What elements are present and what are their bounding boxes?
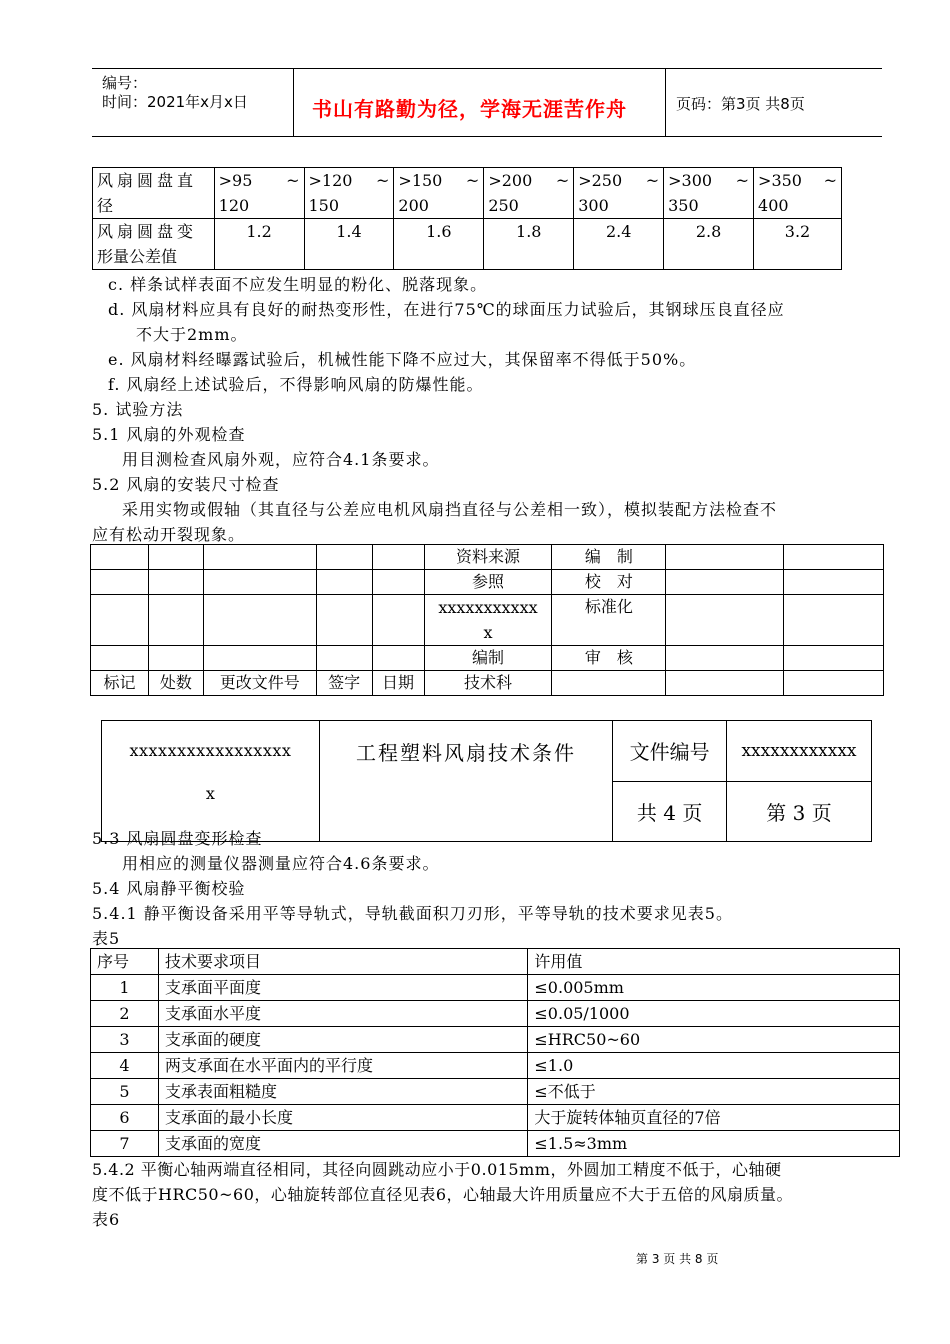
range-tilde: ~ bbox=[376, 171, 390, 190]
reference-label: 参照 bbox=[424, 570, 552, 595]
row-item: 支承表面粗糙度 bbox=[158, 1079, 527, 1105]
count-label: 处数 bbox=[148, 671, 203, 696]
tolerance-value: 1.2 bbox=[214, 219, 304, 270]
tolerance-value: 1.4 bbox=[304, 219, 394, 270]
revision-table bbox=[90, 544, 884, 696]
row-no: 3 bbox=[91, 1027, 159, 1053]
col-header-no: 序号 bbox=[91, 949, 159, 975]
range-from: >150 bbox=[398, 171, 443, 190]
range-from: >200 bbox=[488, 171, 533, 190]
header-number-label: 编号： bbox=[102, 74, 148, 92]
range-from: >95 bbox=[218, 171, 253, 190]
diameter-header bbox=[93, 168, 215, 219]
reference-code-line1: xxxxxxxxxxx bbox=[438, 598, 538, 617]
range-from: >120 bbox=[308, 171, 353, 190]
section-5-2-text-line1: 采用实物或假轴（其直径与公差应电机风扇挡直径与公差相一致），模拟装配方法检查不 bbox=[122, 500, 778, 519]
row-item: 支承面的宽度 bbox=[158, 1131, 527, 1157]
compile-label: 编制 bbox=[424, 646, 552, 671]
range-to: 150 bbox=[308, 196, 340, 215]
row-no: 4 bbox=[91, 1053, 159, 1079]
tolerance-row bbox=[93, 219, 842, 270]
tolerance-header-line2: 形量公差值 bbox=[97, 247, 178, 266]
diameter-header-line2: 径 bbox=[97, 196, 114, 215]
title-block-code-line2: x bbox=[205, 784, 215, 803]
row-no: 1 bbox=[91, 975, 159, 1001]
tolerance-header-line1: 风扇圆盘变 bbox=[97, 222, 198, 241]
range-cell bbox=[754, 168, 842, 219]
range-tilde: ~ bbox=[286, 171, 300, 190]
table-header-row bbox=[91, 949, 900, 975]
row-item: 两支承面在水平面内的平行度 bbox=[158, 1053, 527, 1079]
range-to: 120 bbox=[218, 196, 250, 215]
header-divider-right bbox=[665, 69, 666, 136]
range-to: 350 bbox=[668, 196, 699, 215]
range-to: 400 bbox=[758, 196, 789, 215]
range-cell bbox=[214, 168, 304, 219]
section-5-4-2-line2: 度不低于HRC50~60，心轴旋转部位直径见表6，心轴最大许用质量应不大于五倍的风扇质量。 bbox=[92, 1185, 794, 1204]
change-doc-label: 更改文件号 bbox=[203, 671, 316, 696]
tech-dept-label: 技术科 bbox=[424, 671, 552, 696]
range-cell bbox=[484, 168, 574, 219]
section-5-2-text-line2: 应有松动开裂现象。 bbox=[92, 525, 246, 544]
source-label: 资料来源 bbox=[424, 545, 552, 570]
doc-number-label: 文件编号 bbox=[613, 721, 727, 782]
current-page: 第 3 页 bbox=[727, 781, 872, 842]
reference-code bbox=[424, 595, 552, 646]
header-motto: 书山有路勤为径，学海无涯苦作舟 bbox=[312, 97, 627, 121]
table6-caption: 表6 bbox=[92, 1210, 121, 1229]
doc-number-value: xxxxxxxxxxxx bbox=[727, 721, 872, 782]
title-block-code bbox=[102, 721, 320, 842]
header-top-rule bbox=[92, 68, 882, 69]
section-5-1-text: 用目测检查风扇外观，应符合4.1条要求。 bbox=[122, 450, 440, 469]
col-header-value: 许用值 bbox=[528, 949, 900, 975]
table-row bbox=[91, 975, 900, 1001]
row-value: ≤1.5≈3mm bbox=[528, 1131, 900, 1157]
tolerance-value: 3.2 bbox=[754, 219, 842, 270]
row-value: ≤0.05/1000 bbox=[528, 1001, 900, 1027]
item-c: c. 样条试样表面不应发生明显的粉化、脱落现象。 bbox=[108, 275, 488, 294]
tolerance-value: 1.8 bbox=[484, 219, 574, 270]
footer-page-number: 第 3 页 共 8 页 bbox=[636, 1252, 719, 1266]
range-to: 200 bbox=[398, 196, 429, 215]
range-to: 250 bbox=[488, 196, 519, 215]
section-5-heading: 5. 试验方法 bbox=[92, 400, 184, 419]
diameter-header-line1: 风扇圆盘直 bbox=[97, 171, 198, 190]
section-5-3-text: 用相应的测量仪器测量应符合4.6条要求。 bbox=[122, 854, 440, 873]
section-5-3-heading: 5.3 风扇圆盘变形检查 bbox=[92, 829, 263, 848]
table-row bbox=[91, 1027, 900, 1053]
row-item: 支承面水平度 bbox=[158, 1001, 527, 1027]
item-f: f. 风扇经上述试验后，不得影响风扇的防爆性能。 bbox=[108, 375, 484, 394]
row-value: 大于旋转体轴页直径的7倍 bbox=[528, 1105, 900, 1131]
item-e: e. 风扇材料经曝露试验后，机械性能下降不应过大，其保留率不得低于50%。 bbox=[108, 350, 697, 369]
header-page-label: 页码：第3页 共8页 bbox=[676, 95, 805, 113]
row-value: ≤HRC50~60 bbox=[528, 1027, 900, 1053]
total-pages: 共 4 页 bbox=[613, 781, 727, 842]
standardization-label: 标准化 bbox=[552, 595, 666, 646]
date-label: 日期 bbox=[372, 671, 424, 696]
review-label: 审 核 bbox=[552, 646, 666, 671]
range-cell bbox=[304, 168, 394, 219]
section-5-4-heading: 5.4 风扇静平衡校验 bbox=[92, 879, 246, 898]
item-d-line1: d. 风扇材料应具有良好的耐热变形性，在进行75℃的球面压力试验后，其钢球压良直径应 bbox=[108, 300, 785, 319]
range-tilde: ~ bbox=[555, 171, 570, 190]
row-value: ≤0.005mm bbox=[528, 975, 900, 1001]
range-to: 300 bbox=[578, 196, 609, 215]
section-5-2-heading: 5.2 风扇的安装尺寸检查 bbox=[92, 475, 280, 494]
section-5-4-2-line1: 5.4.2 平衡心轴两端直径相同，其径向圆跳动应小于0.015mm，外圆加工精度不低于，心轴硬 bbox=[92, 1160, 782, 1179]
edit-label: 编 制 bbox=[552, 545, 666, 570]
header-time-label: 时间：2021年x月x日 bbox=[102, 93, 248, 111]
range-from: >350 bbox=[758, 171, 802, 190]
tolerance-value: 2.8 bbox=[664, 219, 754, 270]
table-row bbox=[91, 1131, 900, 1157]
section-5-4-1-text: 5.4.1 静平衡设备采用平等导轨式，导轨截面积刀刃形，平等导轨的技术要求见表5。 bbox=[92, 904, 733, 923]
range-cell bbox=[664, 168, 754, 219]
row-no: 5 bbox=[91, 1079, 159, 1105]
tolerance-value: 2.4 bbox=[574, 219, 664, 270]
range-from: >300 bbox=[668, 171, 713, 190]
table-row bbox=[91, 1053, 900, 1079]
col-header-item: 技术要求项目 bbox=[158, 949, 527, 975]
tolerance-header bbox=[93, 219, 215, 270]
table-row bbox=[91, 1079, 900, 1105]
row-item: 支承面的硬度 bbox=[158, 1027, 527, 1053]
document-title-block bbox=[101, 720, 872, 842]
title-block-code-line1: xxxxxxxxxxxxxxxxx bbox=[129, 741, 292, 760]
range-cell bbox=[574, 168, 664, 219]
item-d-line2: 不大于2mm。 bbox=[136, 325, 248, 344]
range-tilde: ~ bbox=[465, 171, 480, 190]
row-no: 6 bbox=[91, 1105, 159, 1131]
range-tilde: ~ bbox=[823, 171, 837, 190]
signature-label: 签字 bbox=[316, 671, 372, 696]
check-label: 校 对 bbox=[552, 570, 666, 595]
range-tilde: ~ bbox=[645, 171, 660, 190]
range-tilde: ~ bbox=[735, 171, 750, 190]
range-from: >250 bbox=[578, 171, 623, 190]
row-item: 支承面平面度 bbox=[158, 975, 527, 1001]
header-bottom-rule bbox=[92, 136, 882, 137]
table-5 bbox=[90, 948, 900, 1157]
table-row bbox=[91, 1001, 900, 1027]
range-cell bbox=[394, 168, 484, 219]
diameter-row bbox=[93, 168, 842, 219]
mark-label: 标记 bbox=[91, 671, 149, 696]
tolerance-value: 1.6 bbox=[394, 219, 484, 270]
row-no: 2 bbox=[91, 1001, 159, 1027]
row-no: 7 bbox=[91, 1131, 159, 1157]
document-title: 工程塑料风扇技术条件 bbox=[319, 721, 612, 842]
header-divider-left bbox=[293, 69, 294, 136]
row-value: ≤1.0 bbox=[528, 1053, 900, 1079]
row-value: ≤不低于 bbox=[528, 1079, 900, 1105]
table-row bbox=[91, 1105, 900, 1131]
row-item: 支承面的最小长度 bbox=[158, 1105, 527, 1131]
table5-caption: 表5 bbox=[92, 929, 121, 948]
reference-code-line2: x bbox=[483, 623, 493, 642]
disk-deformation-table bbox=[92, 167, 842, 270]
section-5-1-heading: 5.1 风扇的外观检查 bbox=[92, 425, 246, 444]
